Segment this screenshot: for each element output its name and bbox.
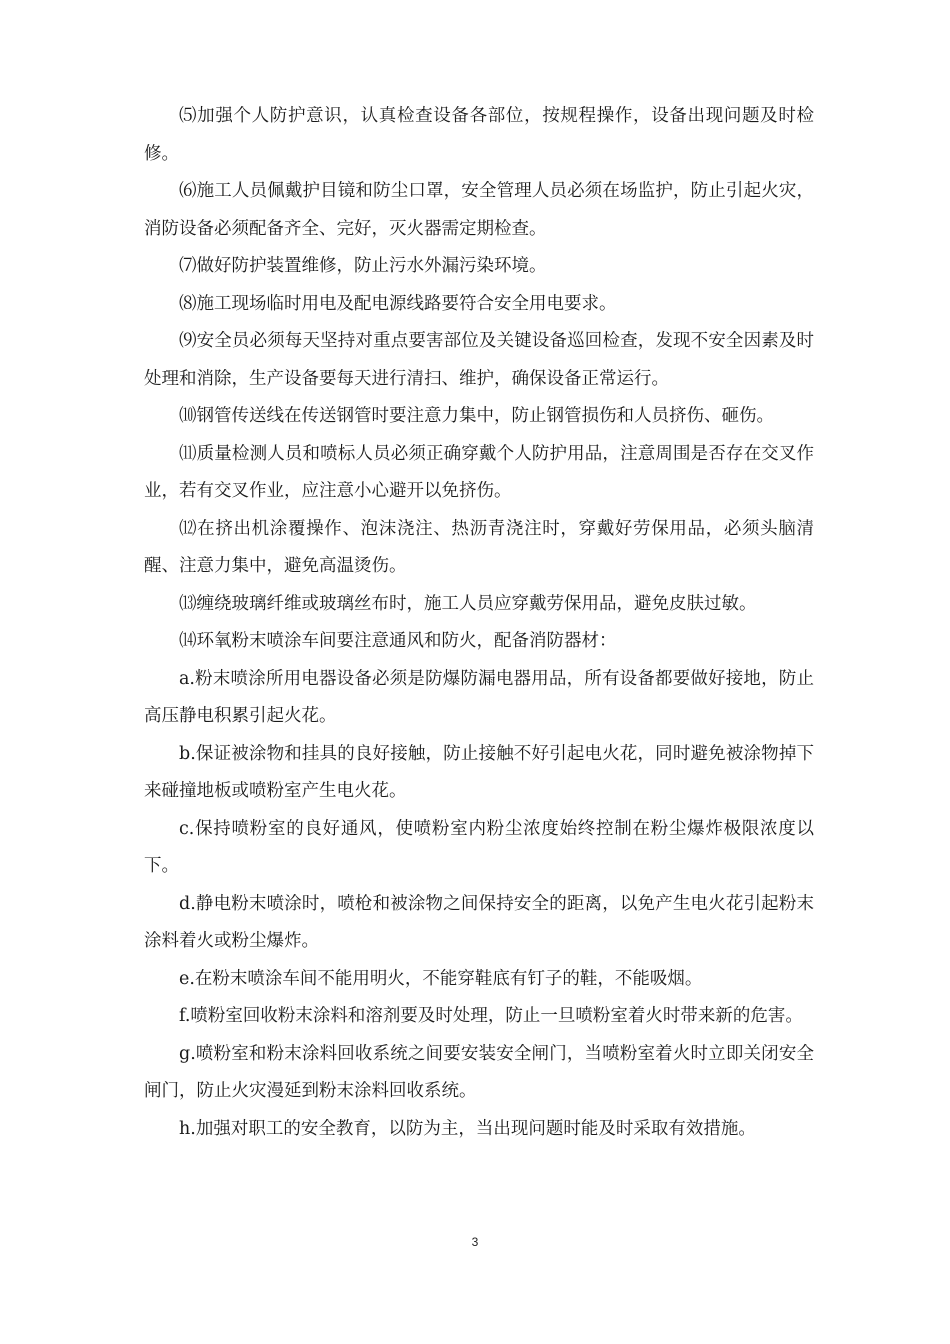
sub-item-e: e.在粉末喷涂车间不能用明火，不能穿鞋底有钉子的鞋，不能吸烟。 (179, 968, 703, 989)
safety-item-9: ⑼安全员必须每天坚持对重点要害部位及关键设备巡回检查，发现不安全因素及时处理和消除，生产设备要每天进行清扫、维护，确保设备正常运行。 (144, 331, 814, 389)
sub-item-c: c.保持喷粉室的良好通风，使喷粉室内粉尘浓度始终控制在粉尘爆炸极限浓度以下。 (144, 818, 814, 876)
document-body (144, 98, 814, 1148)
safety-item-12: ⑿在挤出机涂覆操作、泡沫浇注、热沥青浇注时，穿戴好劳保用品，必须头脑清醒、注意力集中，避免高温烫伤。 (144, 518, 814, 576)
safety-item-10: ⑽钢管传送线在传送钢管时要注意力集中，防止钢管损伤和人员挤伤、砸伤。 (179, 406, 774, 426)
safety-item-11: ⑾质量检测人员和喷标人员必须正确穿戴个人防护用品，注意周围是否存在交叉作业，若有交叉作业，应注意小心避开以免挤伤。 (144, 443, 814, 501)
sub-item-b: b.保证被涂物和挂具的良好接触，防止接触不好引起电火花，同时避免被涂物掉下来碰撞地板或喷粉室产生电火花。 (144, 743, 814, 801)
page-number: 3 (471, 1235, 479, 1249)
safety-item-7: ⑺做好防护装置维修，防止污水外漏污染环境。 (179, 256, 547, 276)
safety-item-8: ⑻施工现场临时用电及配电源线路要符合安全用电要求。 (179, 293, 617, 314)
safety-item-6: ⑹施工人员佩戴护目镜和防尘口罩，安全管理人员必须在场监护，防止引起火灾，消防设备必须配备齐全、完好，灭火器需定期检查。 (144, 181, 814, 239)
sub-item-a: a.粉末喷涂所用电器设备必须是防爆防漏电器用品，所有设备都要做好接地，防止高压静电积累引起火花。 (144, 668, 814, 726)
safety-item-13: ⒀缠绕玻璃纤维或玻璃丝布时，施工人员应穿戴劳保用品，避免皮肤过敏。 (179, 593, 757, 614)
safety-item-5: ⑸加强个人防护意识，认真检查设备各部位，按规程操作，设备出现问题及时检修。 (144, 106, 814, 164)
sub-item-f: f.喷粉室回收粉末涂料和溶剂要及时处理，防止一旦喷粉室着火时带来新的危害。 (179, 1006, 803, 1026)
safety-item-14: ⒁环氧粉末喷涂车间要注意通风和防火，配备消防器材： (179, 631, 617, 651)
sub-item-g: g.喷粉室和粉末涂料回收系统之间要安装安全闸门，当喷粉室着火时立即关闭安全闸门，防止火灾漫延到粉末涂料回收系统。 (144, 1043, 814, 1101)
sub-item-d: d.静电粉末喷涂时，喷枪和被涂物之间保持安全的距离，以免产生电火花引起粉末涂料着火或粉尘爆炸。 (144, 893, 814, 951)
sub-item-h: h.加强对职工的安全教育，以防为主，当出现问题时能及时采取有效措施。 (179, 1118, 756, 1139)
